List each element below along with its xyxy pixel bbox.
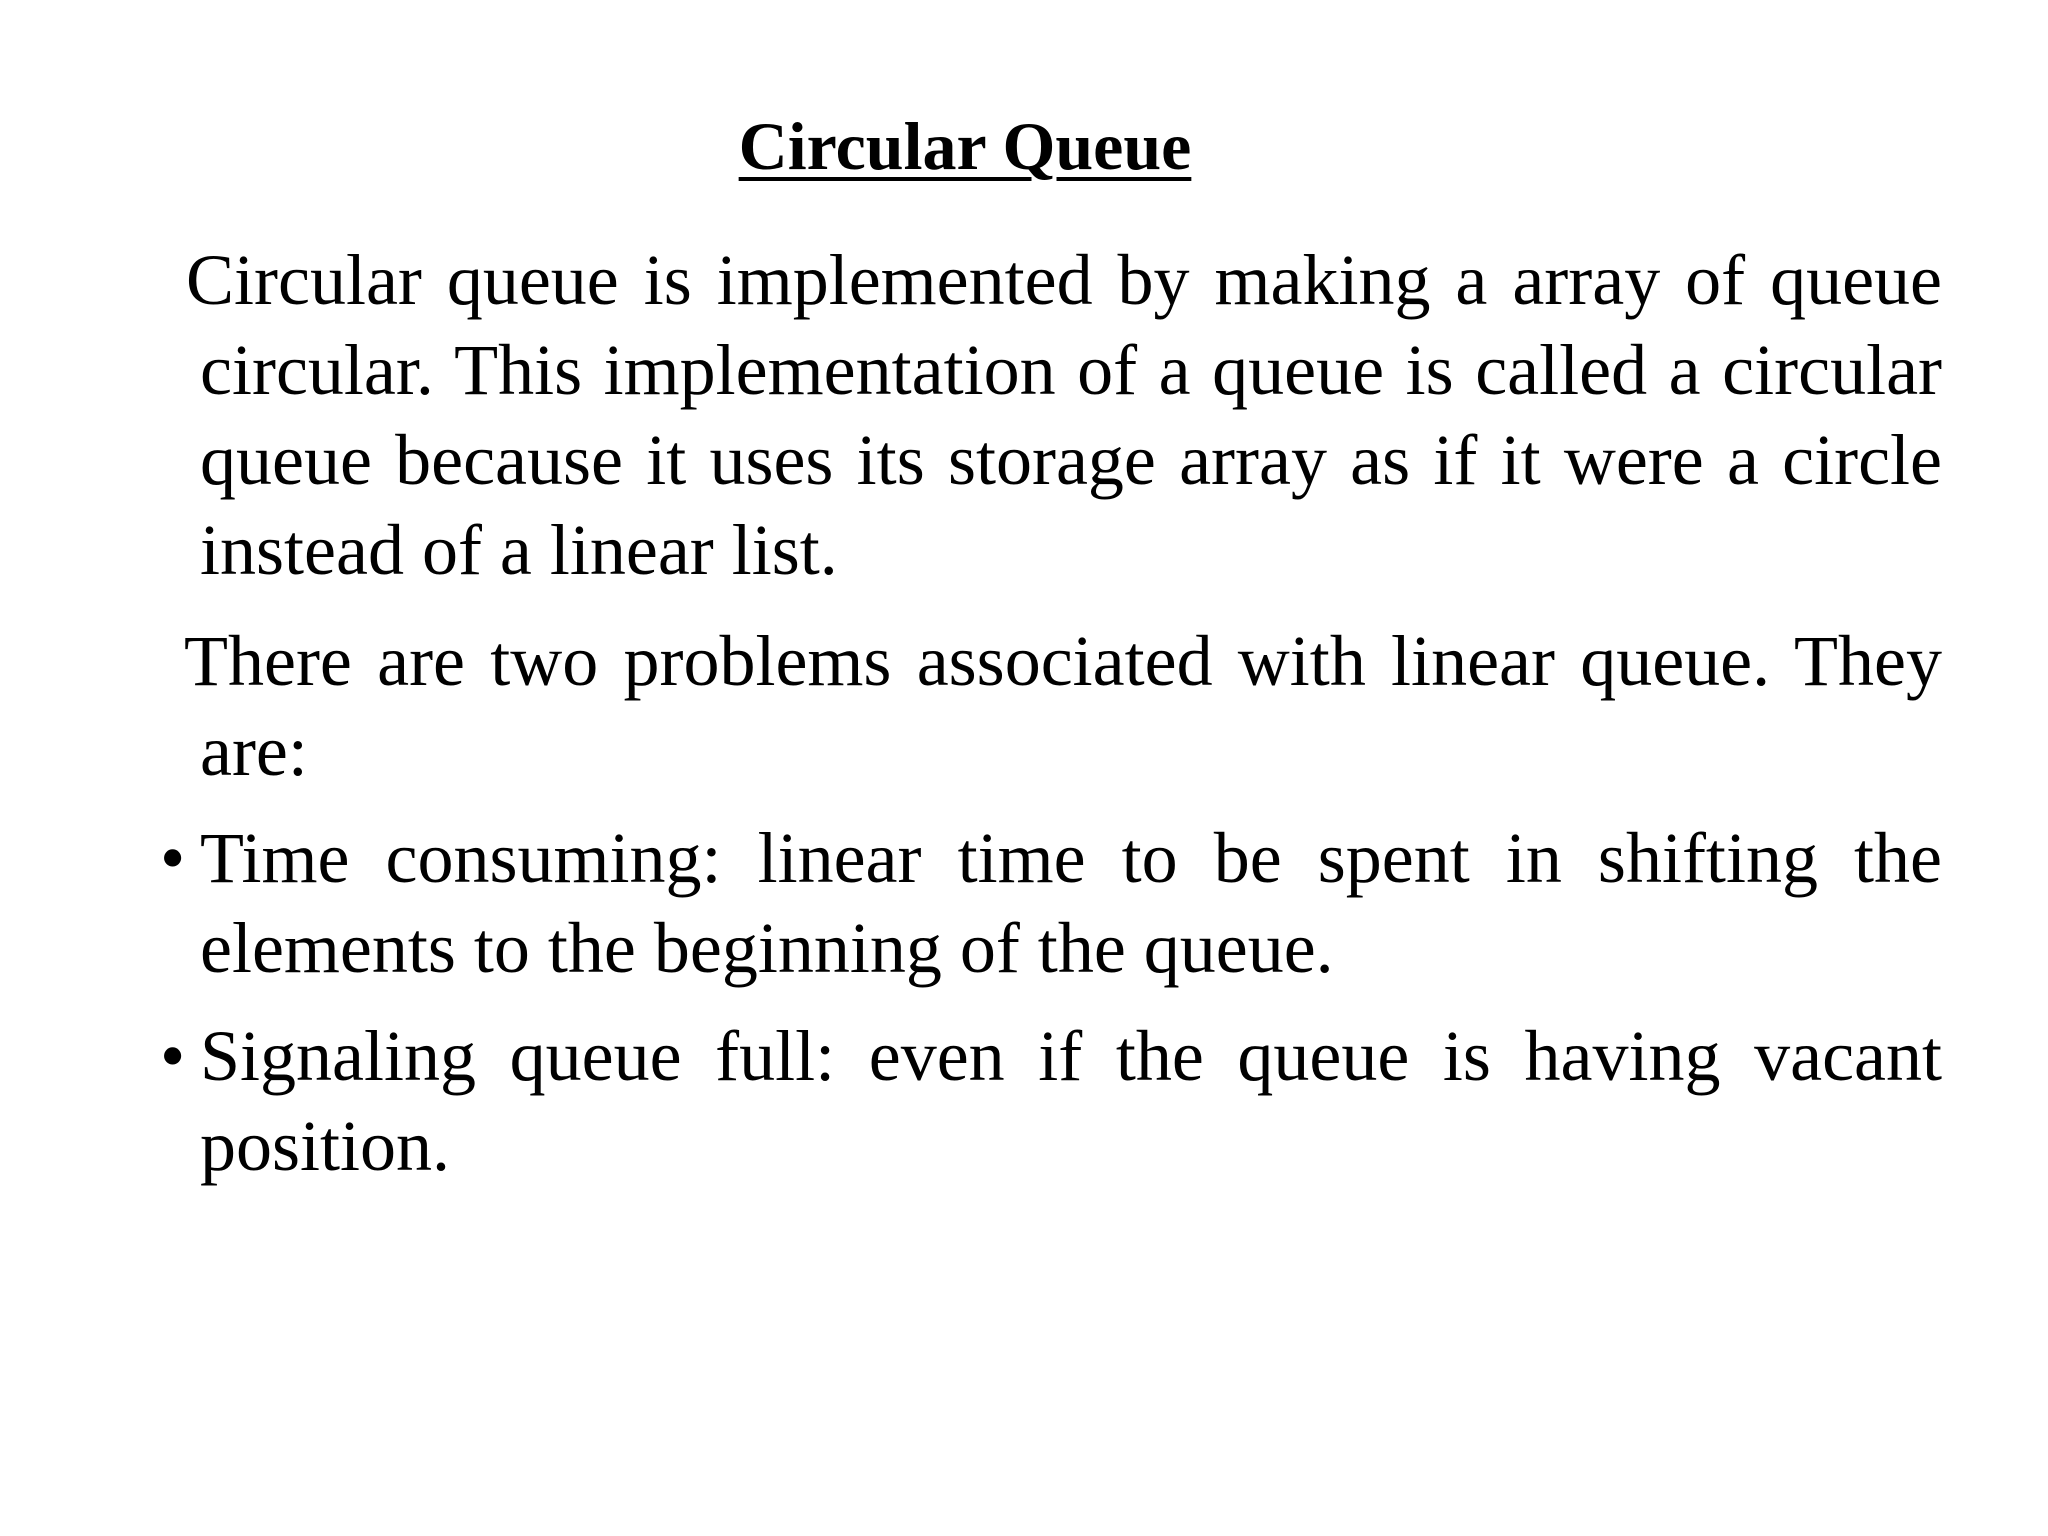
list-item xyxy=(160,1011,1942,1191)
slide-title: Circular Queue xyxy=(738,108,1192,184)
list-item xyxy=(160,813,1942,993)
list-item-text: Time consuming: linear time to be spent in shifting the elements to the beginning of the queue. xyxy=(200,818,1942,988)
paragraph-problems-intro: There are two problems associated with linear queue. They are: xyxy=(184,621,1942,791)
paragraph-definition: Circular queue is implemented by making a array of queue circular. This implementation of a queue is called a circular queue because it uses its storage array as if it were a circle instead of a linear list. xyxy=(186,240,1942,590)
bullet-icon: • xyxy=(160,1016,186,1096)
list-item-text: Signaling queue full: even if the queue is having vacant position. xyxy=(200,1016,1942,1186)
problem-list xyxy=(160,813,1942,1209)
bullet-icon: • xyxy=(160,818,186,898)
